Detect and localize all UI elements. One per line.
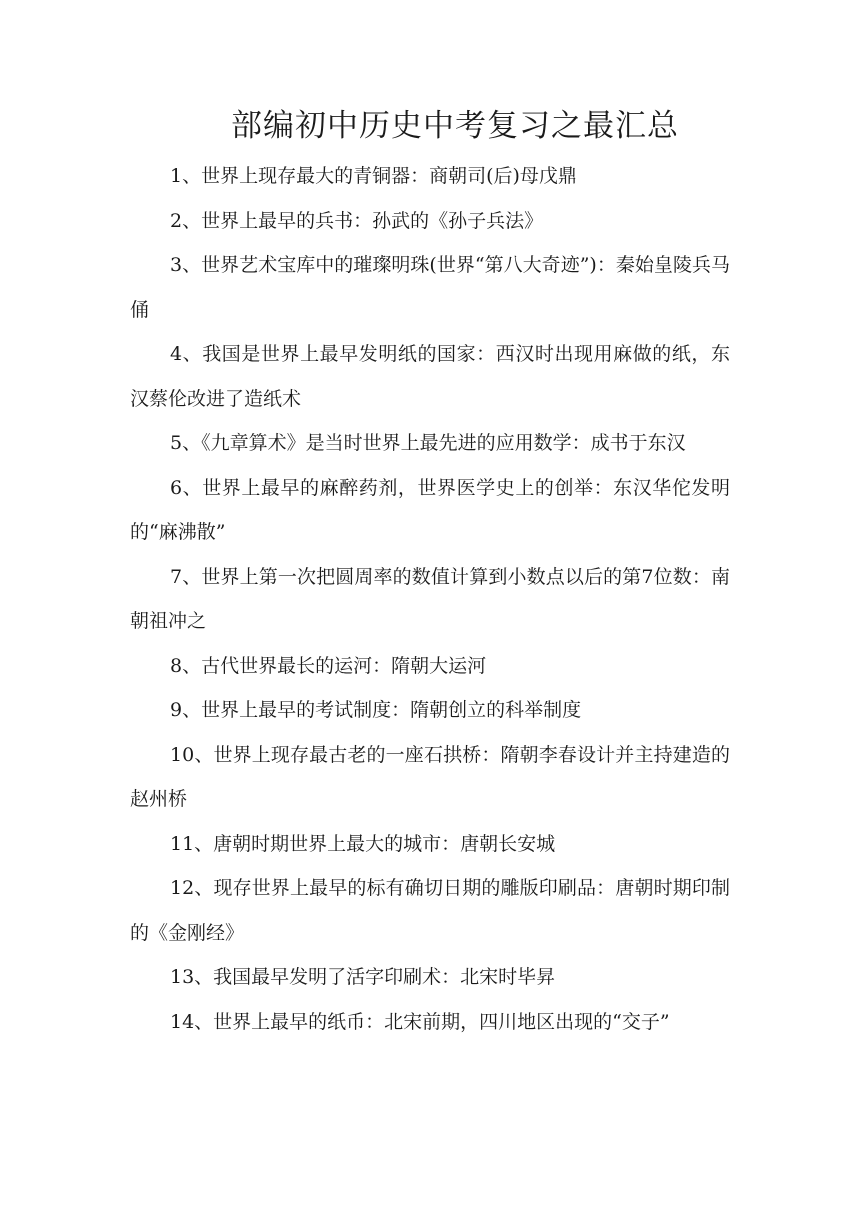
list-item: 5、《九章算术》是当时世界上最先进的应用数学：成书于东汉 (170, 432, 686, 454)
list-item: 6、世界上最早的麻醉药剂，世界医学史上的创举：东汉华佗发明的“麻沸散” (130, 476, 730, 543)
document-title: 部编初中历史中考复习之最汇总 (231, 108, 679, 144)
list-item: 11、唐朝时期世界上最大的城市：唐朝长安城 (170, 832, 556, 855)
document-body (130, 154, 730, 1044)
list-item: 1、世界上现存最大的青铜器：商朝司(后)母戊鼎 (170, 165, 577, 187)
list-item: 2、世界上最早的兵书：孙武的《孙子兵法》 (170, 209, 544, 232)
list-item: 12、现存世界上最早的标有确切日期的雕版印刷品：唐朝时期印制的《金刚经》 (130, 877, 730, 944)
list-item: 13、我国最早发明了活字印刷术：北宋时毕昇 (170, 966, 556, 988)
list-item: 14、世界上最早的纸币：北宋前期，四川地区出现的“交子” (170, 1010, 670, 1033)
list-item: 8、古代世界最长的运河：隋朝大运河 (170, 654, 487, 677)
list-item: 10、世界上现存最古老的一座石拱桥：隋朝李春设计并主持建造的赵州桥 (130, 743, 730, 810)
list-item: 7、世界上第一次把圆周率的数值计算到小数点以后的第7位数：南朝祖冲之 (130, 565, 730, 632)
list-item: 3、世界艺术宝库中的璀璨明珠(世界“第八大奇迹”)：秦始皇陵兵马俑 (130, 254, 730, 321)
list-item: 4、我国是世界上最早发明纸的国家：西汉时出现用麻做的纸，东汉蔡伦改进了造纸术 (130, 343, 730, 410)
list-item: 9、世界上最早的考试制度：隋朝创立的科举制度 (170, 699, 582, 721)
